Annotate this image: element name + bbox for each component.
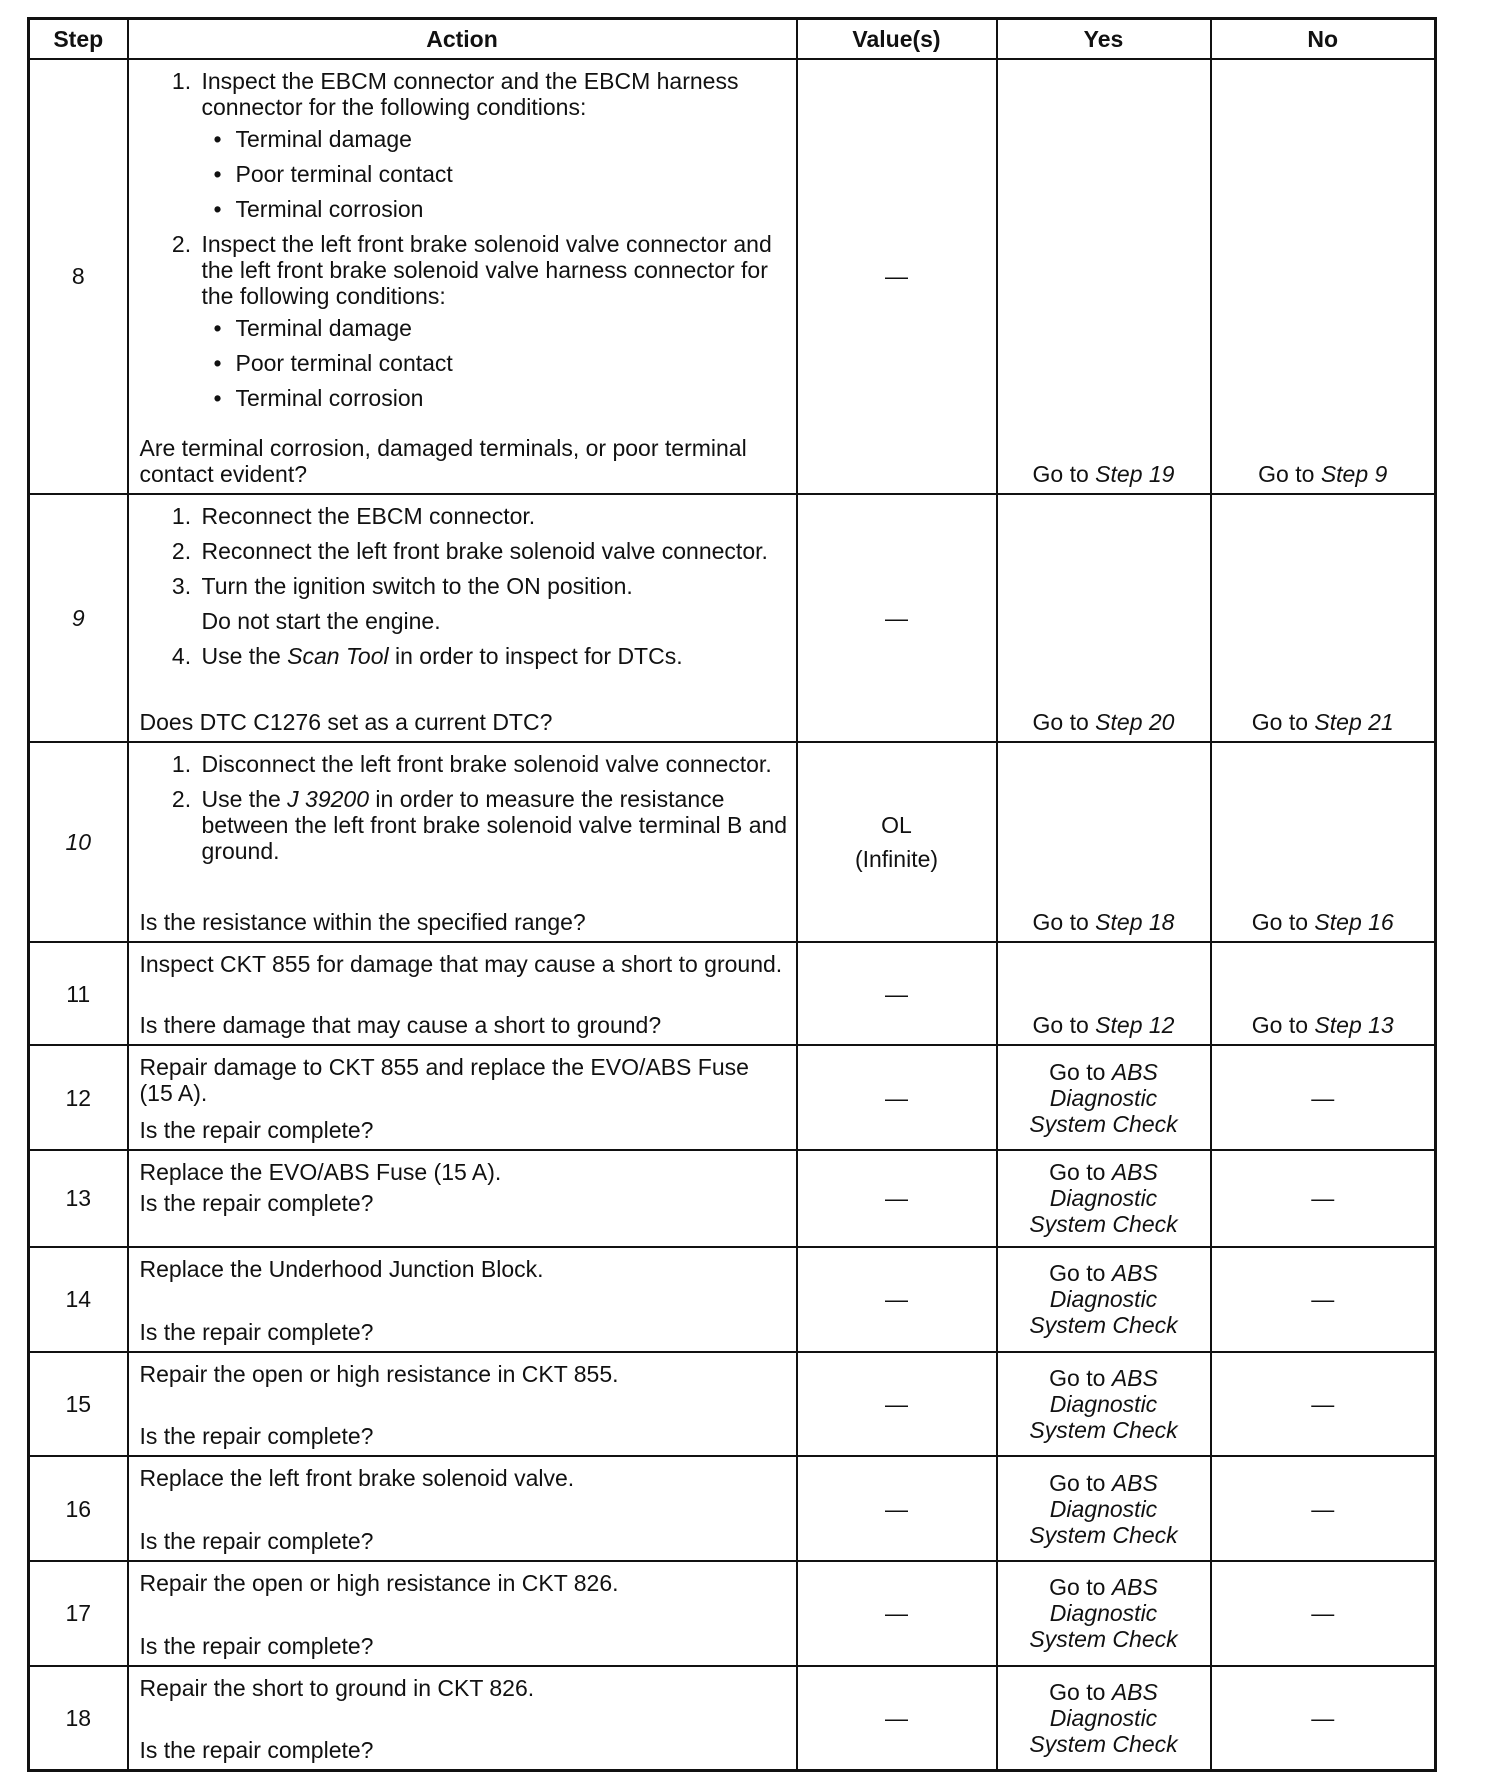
yes-prefix: Go to bbox=[1049, 1159, 1112, 1186]
yes-prefix: Go to bbox=[1049, 1260, 1112, 1287]
condition-item: • Poor terminal contact bbox=[214, 350, 788, 376]
value-infinite: (Infinite) bbox=[854, 845, 939, 872]
no-prefix: Go to bbox=[1251, 709, 1315, 736]
yes-prefix: Go to bbox=[1049, 1364, 1112, 1391]
step-number: 9 bbox=[29, 494, 128, 743]
yes-cell bbox=[997, 1456, 1211, 1561]
no-cell bbox=[1211, 742, 1436, 941]
no-dash: — bbox=[1311, 1286, 1335, 1313]
abs-link-line: System Check bbox=[1029, 1312, 1178, 1339]
no-cell bbox=[1211, 1456, 1436, 1561]
table-row-step-8 bbox=[29, 59, 1436, 494]
yes-prefix: Go to bbox=[1049, 1469, 1112, 1496]
yes-prefix: Go to bbox=[1032, 709, 1096, 736]
abs-link-line: System Check bbox=[1029, 1521, 1178, 1548]
value-dash: — bbox=[885, 1495, 908, 1522]
action-cell bbox=[128, 59, 797, 494]
step-number: 8 bbox=[29, 59, 128, 494]
yes-step-link: Step 18 bbox=[1095, 908, 1175, 935]
yes-prefix: Go to bbox=[1049, 1058, 1112, 1085]
step-number: 16 bbox=[29, 1456, 128, 1561]
abs-link-line: Diagnostic bbox=[1049, 1704, 1158, 1731]
action-step bbox=[198, 786, 788, 864]
diagnostic-table bbox=[27, 17, 1437, 1772]
table-row-step-16 bbox=[29, 1456, 1436, 1561]
yes-cell bbox=[997, 1150, 1211, 1247]
table-row-step-18 bbox=[29, 1666, 1436, 1771]
header-row bbox=[29, 19, 1436, 59]
value-dash: — bbox=[885, 1600, 908, 1627]
yes-prefix: Go to bbox=[1049, 1678, 1112, 1705]
table-row-step-12 bbox=[29, 1045, 1436, 1150]
no-cell bbox=[1211, 1666, 1436, 1771]
no-prefix: Go to bbox=[1251, 908, 1315, 935]
action-text: Replace the Underhood Junction Block. bbox=[139, 1255, 544, 1282]
value-cell bbox=[797, 1456, 997, 1561]
action-question: Is the repair complete? bbox=[139, 1190, 374, 1217]
action-steps bbox=[140, 751, 788, 870]
no-cell bbox=[1211, 1150, 1436, 1247]
action-question: Is the repair complete? bbox=[139, 1632, 374, 1659]
action-steps bbox=[140, 503, 788, 675]
condition-item: • Poor terminal contact bbox=[214, 161, 788, 187]
yes-step-link: Step 20 bbox=[1095, 709, 1175, 736]
condition-item: • Terminal corrosion bbox=[214, 385, 788, 411]
abs-link: ABS bbox=[1111, 1678, 1158, 1705]
action-question: Are terminal corrosion, damaged terminals, or poor terminal contact evident? bbox=[139, 434, 747, 487]
abs-link: ABS bbox=[1111, 1260, 1158, 1287]
action-cell bbox=[128, 1666, 797, 1771]
action-question: Does DTC C1276 set as a current DTC? bbox=[139, 709, 553, 736]
no-cell bbox=[1211, 59, 1436, 494]
action-text: Repair the short to ground in CKT 826. bbox=[139, 1674, 535, 1701]
no-cell bbox=[1211, 494, 1436, 743]
value-cell bbox=[797, 1666, 997, 1771]
header-yes: Yes bbox=[997, 19, 1211, 59]
action-cell bbox=[128, 1456, 797, 1561]
action-step-text: Use the bbox=[201, 786, 288, 813]
yes-prefix: Go to bbox=[1049, 1574, 1112, 1601]
value-dash: — bbox=[885, 263, 908, 290]
yes-step-link: Step 19 bbox=[1095, 460, 1175, 487]
no-step-link: Step 21 bbox=[1314, 709, 1394, 736]
action-text: Repair damage to CKT 855 and replace the EVO/ABS Fuse (15 A). bbox=[139, 1054, 749, 1107]
action-step-text: Turn the ignition switch to the ON position. bbox=[201, 572, 633, 599]
value-cell bbox=[797, 1045, 997, 1150]
value-cell bbox=[797, 494, 997, 743]
action-step bbox=[198, 68, 788, 222]
table-row-step-9 bbox=[29, 494, 1436, 743]
no-cell bbox=[1211, 1045, 1436, 1150]
action-step-note: Do not start the engine. bbox=[201, 607, 441, 634]
action-text: Repair the open or high resistance in CKT 826. bbox=[139, 1569, 619, 1596]
no-cell bbox=[1211, 1561, 1436, 1666]
header-values: Value(s) bbox=[797, 19, 997, 59]
value-cell bbox=[797, 1352, 997, 1457]
no-dash: — bbox=[1311, 1390, 1335, 1417]
no-cell bbox=[1211, 942, 1436, 1046]
yes-cell bbox=[997, 1045, 1211, 1150]
value-cell bbox=[797, 942, 997, 1046]
value-cell bbox=[797, 1150, 997, 1247]
abs-link-line: Diagnostic bbox=[1049, 1600, 1158, 1627]
no-dash: — bbox=[1311, 1495, 1335, 1522]
action-question: Is the repair complete? bbox=[139, 1737, 374, 1763]
value-cell bbox=[797, 1561, 997, 1666]
condition-item: • Terminal corrosion bbox=[214, 196, 788, 222]
action-text: Repair the open or high resistance in CKT 855. bbox=[139, 1360, 619, 1387]
yes-cell bbox=[997, 1666, 1211, 1771]
value-dash: — bbox=[885, 1185, 908, 1212]
tool-name: Scan Tool bbox=[287, 642, 389, 669]
yes-prefix: Go to bbox=[1032, 1012, 1096, 1039]
action-question: Is there damage that may cause a short to ground? bbox=[139, 1012, 662, 1039]
no-dash: — bbox=[1311, 1084, 1335, 1111]
no-dash: — bbox=[1311, 1185, 1335, 1212]
abs-link-line: Diagnostic bbox=[1049, 1390, 1158, 1417]
abs-link-line: System Check bbox=[1029, 1626, 1178, 1653]
no-dash: — bbox=[1311, 1600, 1335, 1627]
no-prefix: Go to bbox=[1251, 1012, 1315, 1039]
table-row-step-15 bbox=[29, 1352, 1436, 1457]
yes-cell bbox=[997, 1352, 1211, 1457]
action-question: Is the repair complete? bbox=[139, 1117, 374, 1144]
yes-prefix: Go to bbox=[1032, 908, 1096, 935]
condition-list bbox=[202, 126, 788, 222]
header-step: Step bbox=[29, 19, 128, 59]
action-question: Is the repair complete? bbox=[139, 1423, 374, 1450]
abs-link-line: System Check bbox=[1029, 1110, 1178, 1137]
abs-link-line: System Check bbox=[1029, 1416, 1178, 1443]
action-question: Is the repair complete? bbox=[139, 1527, 374, 1554]
value-dash: — bbox=[885, 1390, 908, 1417]
step-number: 11 bbox=[29, 942, 128, 1046]
step-number: 10 bbox=[29, 742, 128, 941]
table-row-step-10 bbox=[29, 742, 1436, 941]
no-step-link: Step 13 bbox=[1314, 1012, 1394, 1039]
step-number: 13 bbox=[29, 1150, 128, 1247]
value-cell bbox=[797, 59, 997, 494]
action-step-text: in order to measure the resistance between the left front brake solenoid valve terminal B and ground. bbox=[201, 786, 788, 865]
value-ol: OL bbox=[881, 811, 912, 838]
no-prefix: Go to bbox=[1258, 460, 1321, 487]
yes-step-link: Step 12 bbox=[1095, 1012, 1175, 1039]
abs-link-line: Diagnostic bbox=[1049, 1495, 1158, 1522]
action-step bbox=[198, 231, 788, 411]
condition-list bbox=[202, 315, 788, 411]
action-cell bbox=[128, 1352, 797, 1457]
action-cell bbox=[128, 942, 797, 1046]
no-cell bbox=[1211, 1247, 1436, 1352]
action-cell bbox=[128, 1045, 797, 1150]
abs-link: ABS bbox=[1111, 1574, 1158, 1601]
action-text: Inspect CKT 855 for damage that may cause a short to ground. bbox=[139, 950, 783, 977]
value-dash: — bbox=[885, 604, 908, 631]
value-dash: — bbox=[885, 980, 908, 1007]
table-row-step-11 bbox=[29, 942, 1436, 1046]
condition-item: • Terminal damage bbox=[214, 315, 788, 341]
action-step: 1. Disconnect the left front brake solenoid valve connector. bbox=[198, 751, 788, 777]
abs-link: ABS bbox=[1111, 1364, 1158, 1391]
abs-link: ABS bbox=[1111, 1469, 1158, 1496]
action-cell bbox=[128, 742, 797, 941]
action-step bbox=[198, 643, 788, 669]
action-step: 2. Reconnect the left front brake solenoid valve connector. bbox=[198, 538, 788, 564]
action-step-text: Use the bbox=[201, 642, 288, 669]
action-steps bbox=[140, 68, 788, 417]
abs-link: ABS bbox=[1111, 1159, 1158, 1186]
yes-cell bbox=[997, 59, 1211, 494]
yes-cell bbox=[997, 742, 1211, 941]
no-step-link: Step 16 bbox=[1314, 908, 1394, 935]
table-row-step-13 bbox=[29, 1150, 1436, 1247]
yes-cell bbox=[997, 942, 1211, 1046]
header-action: Action bbox=[128, 19, 797, 59]
tool-name: J 39200 bbox=[287, 786, 370, 813]
abs-link-line: Diagnostic bbox=[1049, 1185, 1158, 1212]
action-text: Replace the left front brake solenoid valve. bbox=[139, 1465, 575, 1492]
yes-prefix: Go to bbox=[1032, 460, 1096, 487]
step-number: 15 bbox=[29, 1352, 128, 1457]
yes-cell bbox=[997, 1247, 1211, 1352]
yes-cell bbox=[997, 1561, 1211, 1666]
header-no: No bbox=[1211, 19, 1436, 59]
table-row-step-17 bbox=[29, 1561, 1436, 1666]
step-number: 12 bbox=[29, 1045, 128, 1150]
action-cell bbox=[128, 1247, 797, 1352]
action-cell bbox=[128, 1150, 797, 1247]
yes-cell bbox=[997, 494, 1211, 743]
no-dash: — bbox=[1311, 1704, 1335, 1731]
diagnostic-table-sheet bbox=[27, 17, 1434, 1772]
abs-link-line: System Check bbox=[1029, 1211, 1178, 1238]
action-question: Is the repair complete? bbox=[139, 1318, 374, 1345]
value-cell bbox=[797, 742, 997, 941]
action-step-text: Inspect the EBCM connector and the EBCM harness connector for the following conditions: bbox=[201, 67, 739, 120]
abs-link-line: Diagnostic bbox=[1049, 1084, 1158, 1111]
abs-link-line: System Check bbox=[1029, 1730, 1178, 1757]
step-number: 17 bbox=[29, 1561, 128, 1666]
no-step-link: Step 9 bbox=[1320, 460, 1388, 487]
action-question: Is the resistance within the specified range? bbox=[139, 908, 586, 935]
action-step-text: Inspect the left front brake solenoid valve connector and the left front brake solenoid valve harness connector for the following conditions: bbox=[201, 230, 772, 309]
value-cell bbox=[797, 1247, 997, 1352]
action-step: 1. Reconnect the EBCM connector. bbox=[198, 503, 788, 529]
action-step bbox=[198, 573, 788, 634]
action-text: Replace the EVO/ABS Fuse (15 A). bbox=[139, 1159, 502, 1186]
value-dash: — bbox=[885, 1084, 908, 1111]
value-dash: — bbox=[885, 1704, 908, 1731]
no-cell bbox=[1211, 1352, 1436, 1457]
action-cell bbox=[128, 1561, 797, 1666]
action-step-text: in order to inspect for DTCs. bbox=[388, 642, 683, 669]
value-dash: — bbox=[885, 1286, 908, 1313]
step-number: 18 bbox=[29, 1666, 128, 1771]
condition-item: • Terminal damage bbox=[214, 126, 788, 152]
abs-link: ABS bbox=[1111, 1058, 1158, 1085]
action-cell bbox=[128, 494, 797, 743]
step-number: 14 bbox=[29, 1247, 128, 1352]
abs-link-line: Diagnostic bbox=[1049, 1286, 1158, 1313]
table-row-step-14 bbox=[29, 1247, 1436, 1352]
